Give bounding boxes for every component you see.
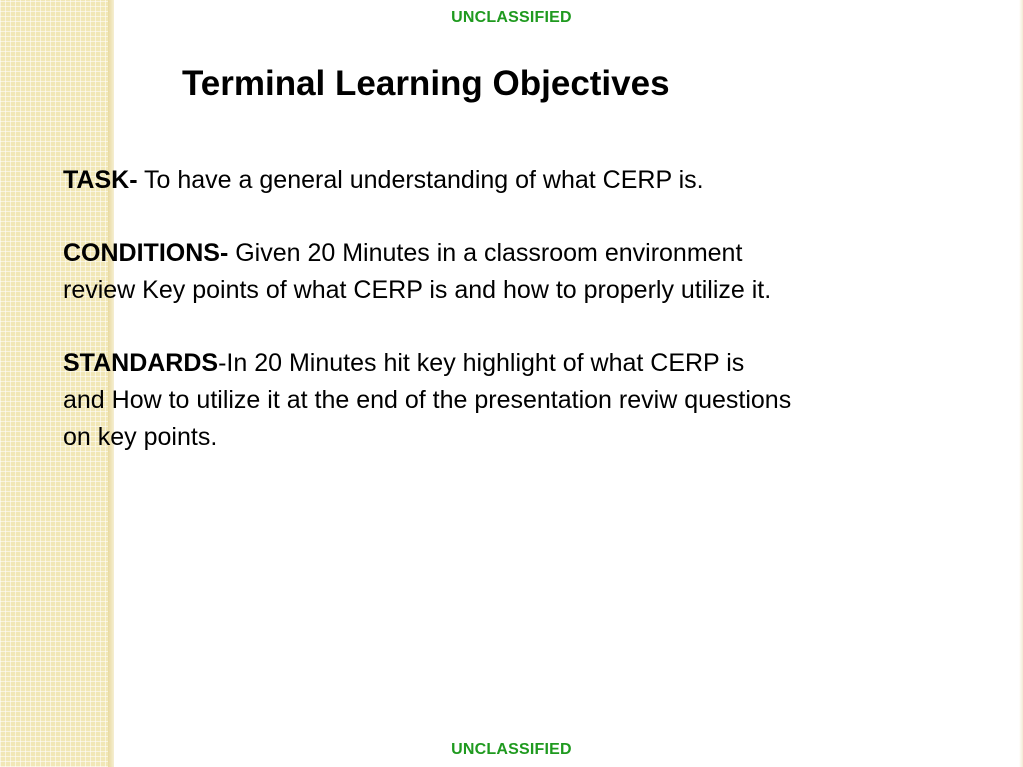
right-edge — [1019, 0, 1023, 767]
classification-banner-bottom: UNCLASSIFIED — [451, 741, 572, 758]
conditions-text-line1: Given 20 Minutes in a classroom environment — [228, 239, 743, 267]
task-label: TASK- — [63, 166, 138, 194]
task-paragraph — [63, 162, 983, 199]
conditions-label: CONDITIONS- — [63, 239, 229, 267]
conditions-paragraph — [63, 235, 983, 309]
standards-text-line3: on key points. — [63, 423, 218, 451]
standards-text-line1: -In 20 Minutes hit key highlight of what CERP is — [218, 349, 745, 377]
conditions-text-line2: review Key points of what CERP is and how to properly utilize it. — [63, 276, 772, 304]
slide-title: Terminal Learning Objectives — [182, 64, 670, 103]
standards-text-line2: and How to utilize it at the end of the presentation reviw questions — [63, 386, 792, 414]
task-text: To have a general understanding of what CERP is. — [137, 166, 704, 194]
slide-body — [63, 162, 983, 492]
standards-label: STANDARDS — [63, 349, 219, 377]
classification-banner-top: UNCLASSIFIED — [451, 9, 572, 26]
standards-paragraph — [63, 345, 983, 456]
